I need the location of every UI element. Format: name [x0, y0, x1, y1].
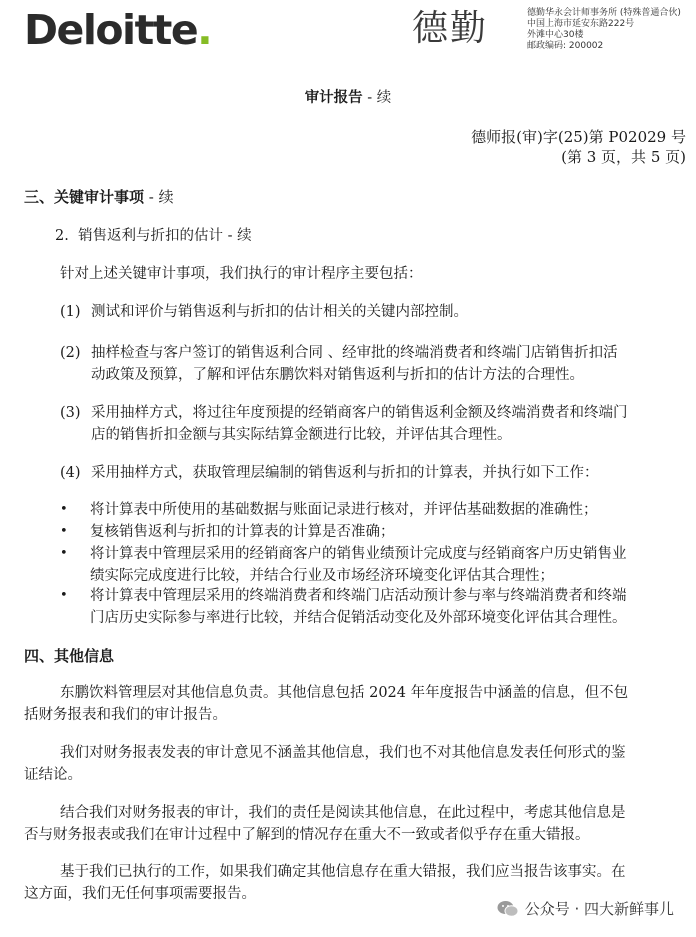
paragraph: 东鹏饮料管理层对其他信息负责。其他信息包括 2024 年年度报告中涵盖的信息，但不包 括财务报表和我们的审计报告。: [24, 685, 629, 723]
intro-text: 针对上述关键审计事项，我们执行的审计程序主要包括：: [60, 266, 423, 282]
subheading: 2. 销售返利与折扣的估计 - 续: [55, 228, 252, 244]
item-number: (2): [60, 345, 81, 361]
deloitte-logo: Deloitte.: [24, 6, 212, 54]
item-text: 抽样检查与客户签订的销售返利合同 、经审批的终端消费者和终端门店销售折扣活 动政策及预算，了解和评估东鹏饮料对销售返利与折扣的估计方法的合理性。: [91, 345, 618, 383]
bullet-text: 复核销售返利与折扣的计算表的计算是否准确；: [90, 524, 395, 540]
deloitte-chinese-logo: 德勤: [412, 8, 489, 49]
bullet: •: [60, 502, 68, 517]
page-count: (第 3 页，共 5 页): [561, 148, 686, 166]
bullet-text: 将计算表中管理层采用的经销商客户的销售业绩预计完成度与经销商客户历史销售业 绩实际完成度进行比较，并结合行业及市场经济环境变化评估其合理性；: [90, 546, 627, 584]
section-heading-key-audit-matters: 三、关键审计事项 - 续: [24, 188, 174, 206]
address-line: 中国上海市延安东路222号: [527, 19, 635, 29]
address-line: 邮政编码: 200002: [527, 41, 604, 51]
paragraph: 结合我们对财务报表的审计，我们的责任是阅读其他信息，在此过程中，考虑其他信息是 否与财务报表或我们在审计过程中了解到的情况存在重大不一致或者似乎存在重大错报。: [24, 805, 626, 843]
reference-number: 德师报(审)字(25)第 P02029 号: [471, 128, 686, 146]
bullet: •: [60, 524, 68, 539]
report-reference: [471, 127, 686, 167]
item-number: (4): [60, 465, 81, 481]
paragraph: 基于我们已执行的工作，如果我们确定其他信息存在重大错报，我们应当报告该事实。在 这方面，我们无任何事项需要报告。: [24, 864, 626, 902]
address-line: 德勤华永会计师事务所 (特殊普通合伙): [527, 8, 681, 18]
address-line: 外滩中心30楼: [527, 30, 584, 40]
bullet: •: [60, 588, 68, 603]
section-heading-other-information: 四、其他信息: [24, 647, 115, 665]
paragraph: 我们对财务报表发表的审计意见不涵盖其他信息，我们也不对其他信息发表任何形式的鉴 证结论。: [24, 745, 626, 783]
wechat-icon: [497, 900, 519, 918]
bullet-text: 将计算表中所使用的基础数据与账面记录进行核对，并评估基础数据的准确性；: [90, 502, 598, 518]
bullet: •: [60, 546, 68, 561]
firm-address: [527, 8, 681, 52]
wechat-watermark: 公众号 · 四大新鲜事儿: [497, 898, 674, 919]
item-number: (1): [60, 304, 81, 320]
item-text: 采用抽样方式，将过往年度预提的经销商客户的销售返利金额及终端消费者和终端门 店的销售折扣金额与其实际结算金额进行比较，并评估其合理性。: [91, 405, 628, 443]
report-title: 审计报告 - 续: [304, 89, 392, 106]
bullet-text: 将计算表中管理层采用的终端消费者和终端门店活动预计参与率与终端消费者和终端 门店历史实际参与率进行比较，并结合促销活动变化及外部环境变化评估其合理性。: [90, 588, 627, 626]
item-number: (3): [60, 405, 81, 421]
item-text: 采用抽样方式，获取管理层编制的销售返利与折扣的计算表，并执行如下工作：: [91, 465, 599, 481]
item-text: 测试和评价与销售返利与折扣的估计相关的关键内部控制。: [91, 304, 468, 320]
